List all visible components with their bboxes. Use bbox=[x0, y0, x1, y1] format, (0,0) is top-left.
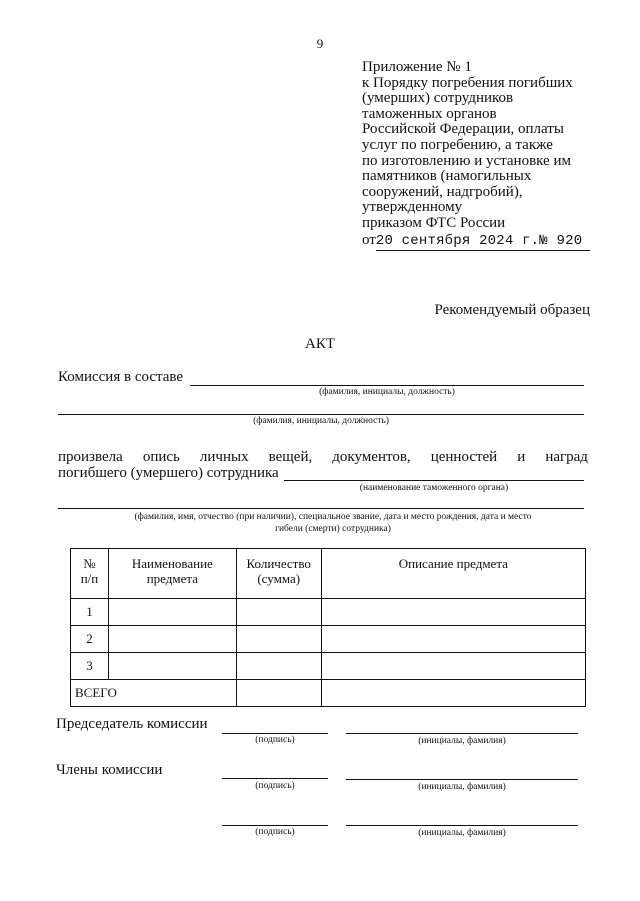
appendix-line: сооружений, надгробий), bbox=[362, 183, 523, 200]
appendix-line: таможенных органов bbox=[362, 105, 497, 122]
order-date-value: 20 сентября 2024 г.№ 920 bbox=[375, 232, 583, 249]
commission-hint-2: (фамилия, инициалы, должность) bbox=[253, 416, 389, 426]
date-underline bbox=[376, 250, 590, 251]
appendix-line: (умерших) сотрудников bbox=[362, 90, 514, 107]
row-number: 3 bbox=[71, 653, 109, 680]
chairman-name-field[interactable] bbox=[346, 733, 578, 734]
inventory-text-line-2: погибшего (умершего) сотрудника bbox=[58, 465, 279, 481]
total-description-cell[interactable] bbox=[321, 680, 585, 707]
inventory-table bbox=[70, 548, 586, 707]
row-number: 2 bbox=[71, 626, 109, 653]
page-number: 9 bbox=[316, 36, 324, 51]
commission-field-2[interactable] bbox=[58, 414, 584, 415]
header-quantity bbox=[236, 549, 321, 599]
date-prefix: от bbox=[362, 231, 376, 248]
commission-hint-1: (фамилия, инициалы, должность) bbox=[319, 387, 455, 397]
inventory-text-line-1 bbox=[58, 449, 588, 466]
appendix-line: утвержденному bbox=[362, 199, 463, 216]
header-qty-line: Количество bbox=[246, 556, 311, 571]
word: опись bbox=[142, 449, 180, 465]
header-qty-line: (сумма) bbox=[257, 571, 301, 586]
header-item-name bbox=[108, 549, 236, 599]
description-cell[interactable] bbox=[321, 626, 585, 653]
word: наград bbox=[545, 449, 588, 465]
header-description bbox=[321, 549, 585, 599]
appendix-line: памятников (намогильных bbox=[362, 168, 532, 185]
row-number: 1 bbox=[71, 599, 109, 626]
appendix-line: приказом ФТС России bbox=[362, 214, 506, 231]
table-row bbox=[71, 653, 586, 680]
description-cell[interactable] bbox=[321, 599, 585, 626]
table-row bbox=[71, 626, 586, 653]
header-num-line: № bbox=[83, 556, 96, 571]
member-2-name-hint: (инициалы, фамилия) bbox=[418, 828, 506, 838]
member-1-sign-hint: (подпись) bbox=[255, 781, 295, 791]
org-name-hint: (наименование таможенного органа) bbox=[359, 483, 509, 493]
description-cell[interactable] bbox=[321, 653, 585, 680]
word: и bbox=[517, 449, 526, 465]
person-hint-1: (фамилия, имя, отчество (при наличии), специальное звание, дата и место рождения, дата и место bbox=[134, 512, 532, 522]
header-name-line: предмета bbox=[146, 571, 198, 586]
member-2-sign-hint: (подпись) bbox=[255, 827, 295, 837]
member-2-signature-field[interactable] bbox=[222, 825, 328, 826]
chairman-sign-hint: (подпись) bbox=[255, 735, 295, 745]
quantity-cell[interactable] bbox=[236, 653, 321, 680]
org-name-field[interactable] bbox=[284, 480, 584, 481]
table-row bbox=[71, 599, 586, 626]
member-2-name-field[interactable] bbox=[346, 825, 578, 826]
item-name-cell[interactable] bbox=[108, 653, 236, 680]
members-label: Члены комиссии bbox=[56, 762, 163, 778]
chairman-label: Председатель комиссии bbox=[56, 716, 208, 732]
header-desc-line: Описание предмета bbox=[398, 556, 508, 571]
member-1-name-hint: (инициалы, фамилия) bbox=[418, 782, 506, 792]
word: вещей, bbox=[268, 449, 313, 465]
header-name-line: Наименование bbox=[131, 556, 213, 571]
member-1-name-field[interactable] bbox=[346, 779, 578, 780]
total-quantity-cell[interactable] bbox=[236, 680, 321, 707]
appendix-line: по изготовлению и установке им bbox=[362, 152, 571, 169]
act-title: АКТ bbox=[305, 336, 335, 352]
order-date-line bbox=[362, 233, 582, 250]
appendix-line: услуг по погребению, а также bbox=[362, 136, 553, 153]
word: ценностей bbox=[430, 449, 498, 465]
table-header-row bbox=[71, 549, 586, 599]
appendix-line: к Порядку погребения погибших bbox=[362, 74, 573, 91]
header-num bbox=[71, 549, 109, 599]
quantity-cell[interactable] bbox=[236, 599, 321, 626]
chairman-name-hint: (инициалы, фамилия) bbox=[418, 736, 506, 746]
commission-field-1[interactable] bbox=[190, 385, 584, 386]
sample-label: Рекомендуемый образец bbox=[434, 302, 590, 318]
member-1-signature-field[interactable] bbox=[222, 778, 328, 779]
appendix-line: Российской Федерации, оплаты bbox=[362, 121, 564, 138]
word: документов, bbox=[332, 449, 411, 465]
word: произвела bbox=[58, 449, 123, 465]
word: личных bbox=[199, 449, 249, 465]
chairman-signature-field[interactable] bbox=[222, 733, 328, 734]
appendix-header bbox=[362, 60, 582, 249]
person-field[interactable] bbox=[58, 508, 584, 509]
quantity-cell[interactable] bbox=[236, 626, 321, 653]
person-hint-2: гибели (смерти) сотрудника) bbox=[275, 524, 391, 534]
commission-label: Комиссия в составе bbox=[58, 369, 184, 385]
total-label: ВСЕГО bbox=[71, 680, 237, 707]
item-name-cell[interactable] bbox=[108, 626, 236, 653]
item-name-cell[interactable] bbox=[108, 599, 236, 626]
header-num-line: п/п bbox=[80, 571, 99, 586]
table-total-row bbox=[71, 680, 586, 707]
appendix-line: Приложение № 1 bbox=[362, 59, 472, 75]
